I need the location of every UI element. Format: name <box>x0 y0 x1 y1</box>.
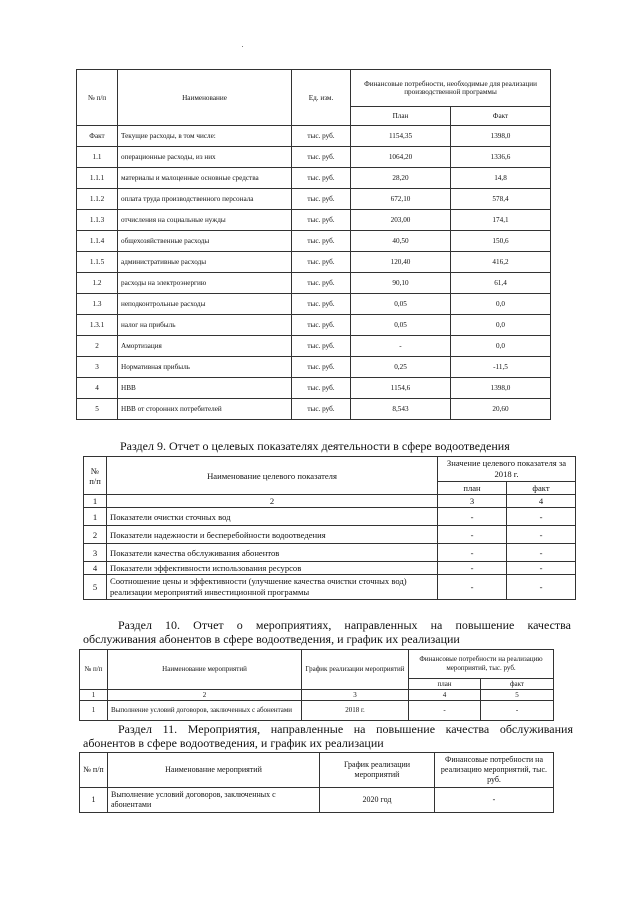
table-cell: 1.1.1 <box>77 168 118 189</box>
table-row <box>77 399 551 420</box>
finance-table <box>76 69 551 420</box>
header-needs: Финансовые потребности, необходимые для реализации производственной программы <box>351 70 551 107</box>
table-cell: 5 <box>84 575 107 600</box>
table-cell: тыс. руб. <box>292 315 351 336</box>
table-cell: 1154,6 <box>351 378 451 399</box>
table-cell: 150,6 <box>451 231 551 252</box>
table-cell: оплата труда производственного персонала <box>118 189 292 210</box>
table-cell: 1 <box>84 508 107 526</box>
table-cell: - <box>507 526 576 544</box>
header-num: № п/п <box>77 70 118 126</box>
table-cell: 0,0 <box>451 294 551 315</box>
table-cell: Выполнение условий договоров, заключенных с абонентами <box>108 701 302 721</box>
section9-title: Раздел 9. Отчет о целевых показателях деятельности в сфере водоотведения <box>120 439 510 453</box>
table-cell: 3 <box>77 357 118 378</box>
table-cell: неподконтрольные расходы <box>118 294 292 315</box>
header-fact: факт <box>507 482 576 495</box>
table-cell: - <box>409 701 481 721</box>
header-name: Наименование мероприятий <box>108 753 320 788</box>
table-cell: налог на прибыль <box>118 315 292 336</box>
table-cell: Факт <box>77 126 118 147</box>
table-cell: 0,05 <box>351 294 451 315</box>
table-row <box>77 357 551 378</box>
table-cell: 4 <box>77 378 118 399</box>
table-cell: тыс. руб. <box>292 378 351 399</box>
table-cell: 2 <box>84 526 107 544</box>
table-cell: тыс. руб. <box>292 252 351 273</box>
header-name: Наименование целевого показателя <box>107 457 438 495</box>
column-numbers <box>80 690 554 701</box>
table-row <box>80 788 554 813</box>
table-cell: 40,50 <box>351 231 451 252</box>
table-row <box>77 336 551 357</box>
table-cell: тыс. руб. <box>292 189 351 210</box>
table-row <box>77 294 551 315</box>
table-row <box>84 575 576 600</box>
table-cell: -11,5 <box>451 357 551 378</box>
table-cell: 578,4 <box>451 189 551 210</box>
table-cell: 2 <box>77 336 118 357</box>
table-cell: 1.1 <box>77 147 118 168</box>
table-cell: - <box>438 508 507 526</box>
table-cell: тыс. руб. <box>292 168 351 189</box>
table-cell: 1.1.3 <box>77 210 118 231</box>
table-cell: 28,20 <box>351 168 451 189</box>
table-cell: 1.1.4 <box>77 231 118 252</box>
table-cell: 1.1.5 <box>77 252 118 273</box>
section11-title-line1: Раздел 11. Мероприятия, направленные на повышение качества обслуживания <box>118 722 573 736</box>
table-row <box>77 231 551 252</box>
table-cell: 1.2 <box>77 273 118 294</box>
table-cell: Показатели надежности и бесперебойности водоотведения <box>107 526 438 544</box>
header-name: Наименование мероприятий <box>108 650 302 690</box>
table-cell: - <box>481 701 554 721</box>
table-cell: Показатели качества обслуживания абонентов <box>107 544 438 562</box>
table-cell: 174,1 <box>451 210 551 231</box>
scan-speck <box>242 46 243 47</box>
table-cell: административные расходы <box>118 252 292 273</box>
table-cell: тыс. руб. <box>292 126 351 147</box>
table-cell: 5 <box>77 399 118 420</box>
table-cell: 3 <box>84 544 107 562</box>
table-cell: 20,60 <box>451 399 551 420</box>
table-cell: 2 <box>108 690 302 701</box>
section9-table <box>83 456 576 600</box>
table-cell: тыс. руб. <box>292 210 351 231</box>
table-cell: - <box>507 575 576 600</box>
header-num: № п/п <box>80 753 108 788</box>
table-cell: 4 <box>507 495 576 508</box>
table-cell: отчисления на социальные нужды <box>118 210 292 231</box>
table-cell: 672,10 <box>351 189 451 210</box>
table-cell: 0,25 <box>351 357 451 378</box>
table-cell: 61,4 <box>451 273 551 294</box>
table-row <box>84 508 576 526</box>
header-plan: план <box>409 679 481 690</box>
table-cell: 1064,20 <box>351 147 451 168</box>
table-cell: операционные расходы, из них <box>118 147 292 168</box>
table-cell: 203,00 <box>351 210 451 231</box>
table-cell: 1.1.2 <box>77 189 118 210</box>
table-cell: 1.3.1 <box>77 315 118 336</box>
table-cell: материалы и малоценные основные средства <box>118 168 292 189</box>
table-cell: 2018 г. <box>302 701 409 721</box>
table-cell: 1398,0 <box>451 126 551 147</box>
table-cell: 0,0 <box>451 315 551 336</box>
table-row <box>80 701 554 721</box>
header-value: Значение целевого показателя за 2018 г. <box>438 457 576 482</box>
table-row <box>84 562 576 575</box>
table-cell: 1 <box>80 701 108 721</box>
table-cell: - <box>507 562 576 575</box>
table-cell: - <box>438 544 507 562</box>
table-cell: Выполнение условий договоров, заключенных с абонентами <box>108 788 320 813</box>
header-num: № п/п <box>84 457 107 495</box>
table-row <box>77 273 551 294</box>
table-cell: 1 <box>84 495 107 508</box>
table-cell: Текущие расходы, в том числе: <box>118 126 292 147</box>
column-numbers <box>84 495 576 508</box>
table-cell: 2020 год <box>320 788 435 813</box>
header-needs: Финансовые потребности на реализацию мероприятий, тыс. руб. <box>435 753 554 788</box>
section10-title-line1: Раздел 10. Отчет о мероприятиях, направленных на повышение качества <box>118 618 571 632</box>
table-row <box>77 210 551 231</box>
section11-title-line2: абонентов в сфере водоотведения, и график их реализации <box>83 736 384 750</box>
header-plan: План <box>351 107 451 126</box>
table-cell: 4 <box>84 562 107 575</box>
table-row <box>84 526 576 544</box>
table-cell: тыс. руб. <box>292 231 351 252</box>
table-row <box>77 126 551 147</box>
table-row <box>77 168 551 189</box>
table-cell: 1154,35 <box>351 126 451 147</box>
header-name: Наименование <box>118 70 292 126</box>
table-cell: общехозяйственные расходы <box>118 231 292 252</box>
table-cell: 3 <box>302 690 409 701</box>
table-cell: тыс. руб. <box>292 336 351 357</box>
table-cell: 1336,6 <box>451 147 551 168</box>
table-cell: 3 <box>438 495 507 508</box>
table-cell: 4 <box>409 690 481 701</box>
header-num: № п/п <box>80 650 108 690</box>
table-cell: 8,543 <box>351 399 451 420</box>
table-cell: 0,0 <box>451 336 551 357</box>
header-schedule: График реализации мероприятий <box>320 753 435 788</box>
table-cell: 5 <box>481 690 554 701</box>
table-cell: Нормативная прибыль <box>118 357 292 378</box>
table-cell: НВВ <box>118 378 292 399</box>
table-cell: - <box>351 336 451 357</box>
table-cell: 1398,0 <box>451 378 551 399</box>
table-cell: тыс. руб. <box>292 399 351 420</box>
table-cell: 90,10 <box>351 273 451 294</box>
table-row <box>77 147 551 168</box>
table-row <box>77 378 551 399</box>
table-cell: - <box>438 562 507 575</box>
table-cell: - <box>507 508 576 526</box>
header-schedule: График реализации мероприятий <box>302 650 409 690</box>
table-cell: 14,8 <box>451 168 551 189</box>
table-cell: 2 <box>107 495 438 508</box>
table-cell: тыс. руб. <box>292 294 351 315</box>
table-row <box>77 315 551 336</box>
table-cell: тыс. руб. <box>292 273 351 294</box>
table-cell: - <box>438 526 507 544</box>
table-cell: 120,40 <box>351 252 451 273</box>
header-needs: Финансовые потребности на реализацию мероприятий, тыс. руб. <box>409 650 554 679</box>
table-cell: - <box>507 544 576 562</box>
table-cell: тыс. руб. <box>292 357 351 378</box>
section11-table <box>79 752 554 813</box>
table-row <box>84 544 576 562</box>
table-cell: Амортизация <box>118 336 292 357</box>
table-cell: Показатели эффективности использования ресурсов <box>107 562 438 575</box>
table-cell: расходы на электроэнергию <box>118 273 292 294</box>
table-cell: - <box>438 575 507 600</box>
table-cell: НВВ от сторонних потребителей <box>118 399 292 420</box>
table-row <box>77 252 551 273</box>
header-fact: факт <box>481 679 554 690</box>
table-cell: тыс. руб. <box>292 147 351 168</box>
header-fact: Факт <box>451 107 551 126</box>
section10-title-line2: обслуживания абонентов в сфере водоотведения, и график их реализации <box>83 632 460 646</box>
section10-table <box>79 649 554 721</box>
table-cell: - <box>435 788 554 813</box>
table-cell: 0,05 <box>351 315 451 336</box>
table-cell: 1 <box>80 690 108 701</box>
header-plan: план <box>438 482 507 495</box>
table-cell: 416,2 <box>451 252 551 273</box>
header-unit: Ед. изм. <box>292 70 351 126</box>
table-cell: Показатели очистки сточных вод <box>107 508 438 526</box>
table-cell: Соотношение цены и эффективности (улучшение качества очистки сточных вод) реализации мероприятий инвестиционной программы <box>107 575 438 600</box>
table-cell: 1.3 <box>77 294 118 315</box>
table-row <box>77 189 551 210</box>
table-cell: 1 <box>80 788 108 813</box>
